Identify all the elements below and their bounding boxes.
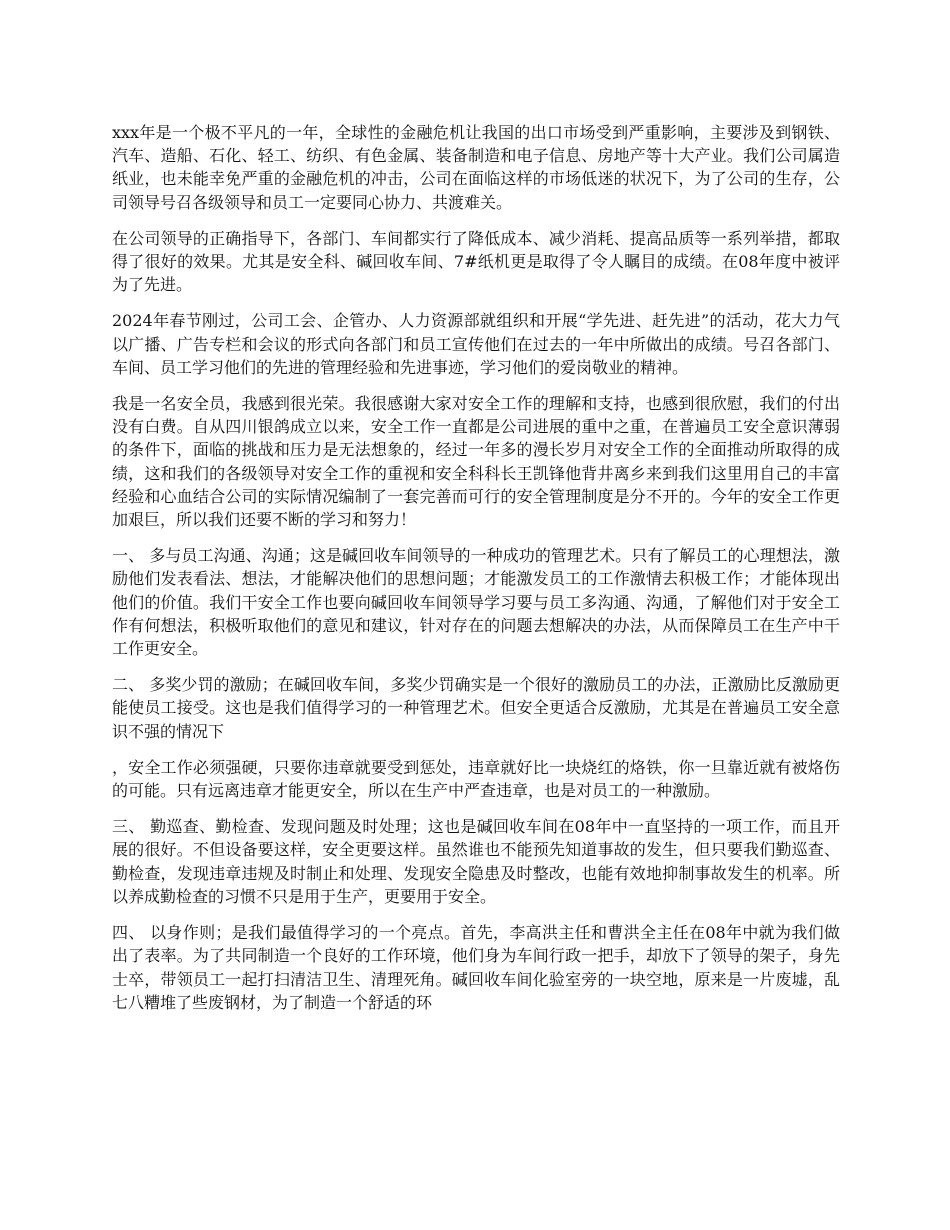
paragraph-5: 一、 多与员工沟通、沟通；这是碱回收车间领导的一种成功的管理艺术。只有了解员工的心理想法，激励他们发表看法、想法，才能解决他们的思想问题；才能激发员工的工作激情去积极工作；才能体现出他们的价值。我们干安全工作也要向碱回收车间领导学习要与员工多沟通、沟通，了解他们对于安全工作有何想法，积极听取他们的意见和建议，针对存在的问题去想解决的办法，从而保障员工在生产中干工作更安全。 xyxy=(112,546,840,659)
paragraph-2: 在公司领导的正确指导下，各部门、车间都实行了降低成本、减少消耗、提高品质等一系列举措，都取得了很好的效果。尤其是安全科、碱回收车间、7#纸机更是取得了令人瞩目的成绩。在08年度中被评为了先进。 xyxy=(112,228,840,295)
paragraph-3: 2024年春节刚过，公司工会、企管办、人力资源部就组织和开展“学先进、赶先进”的活动，花大力气以广播、广告专栏和会议的形式向各部门和员工宣传他们在过去的一年中所做出的成绩。号召各部门、车间、员工学习他们的先进的管理经验和先进事迹，学习他们的爱岗敬业的精神。 xyxy=(112,311,840,377)
paragraph-9: 四、 以身作则；是我们最值得学习的一个亮点。首先，李高洪主任和曹洪全主任在08年中就为我们做出了表率。为了共同制造一个良好的工作环境，他们身为车间行政一把手，却放下了领导的架子，身先士卒，带领员工一起打扫清洁卫生、清理死角。碱回收车间化验室旁的一块空地，原来是一片废墟，乱七八糟堆了些废钢材，为了制造一个舒适的环 xyxy=(112,923,840,1012)
document-body xyxy=(112,121,840,1027)
paragraph-6: 二、 多奖少罚的激励；在碱回收车间，多奖少罚确实是一个很好的激励员工的办法，正激励比反激励更能使员工接受。这也是我们值得学习的一种管理艺术。但安全更适合反激励，尤其是在普遍员工安全意识不强的情况下 xyxy=(112,675,840,741)
paragraph-1: xxx年是一个极不平凡的一年，全球性的金融危机让我国的出口市场受到严重影响，主要涉及到钢铁、汽车、造船、石化、轻工、纺织、有色金属、装备制造和电子信息、房地产等十大产业。我们公司属造纸业，也未能幸免严重的金融危机的冲击，公司在面临这样的市场低迷的状况下，为了公司的生存，公司领导号召各级领导和员工一定要同心协力、共渡难关。 xyxy=(112,123,840,212)
paragraph-8: 三、 勤巡查、勤检查、发现问题及时处理；这也是碱回收车间在08年中一直坚持的一项工作，而且开展的很好。不但设备要这样，安全更要这样。虽然谁也不能预先知道事故的发生，但只要我们勤巡查、勤检查，发现违章违规及时制止和处理、发现安全隐患及时整改，也能有效地抑制事故发生的机率。所以养成勤检查的习惯不只是用于生产，更要用于安全。 xyxy=(112,817,840,906)
paragraph-7: ，安全工作必须强硬，只要你违章就要受到惩处，违章就好比一块烧红的烙铁，你一旦靠近就有被烙伤的可能。只有远离违章才能更安全，所以在生产中严查违章，也是对员工的一种激励。 xyxy=(112,757,840,801)
paragraph-4: 我是一名安全员，我感到很光荣。我很感谢大家对安全工作的理解和支持，也感到很欣慰，我们的付出没有白费。自从四川银鸽成立以来，安全工作一直都是公司进展的重中之重，在普遍员工安全意识薄弱的条件下，面临的挑战和压力是无法想象的，经过一年多的漫长岁月对安全工作的全面推动所取得的成绩，这和我们的各级领导对安全工作的重视和安全科科长王凯锋他背井离乡来到我们这里用自己的丰富经验和心血结合公司的实际情况编制了一套完善而可行的安全管理制度是分不开的。今年的安全工作更加艰巨，所以我们还要不断的学习和努力！ xyxy=(112,394,840,530)
